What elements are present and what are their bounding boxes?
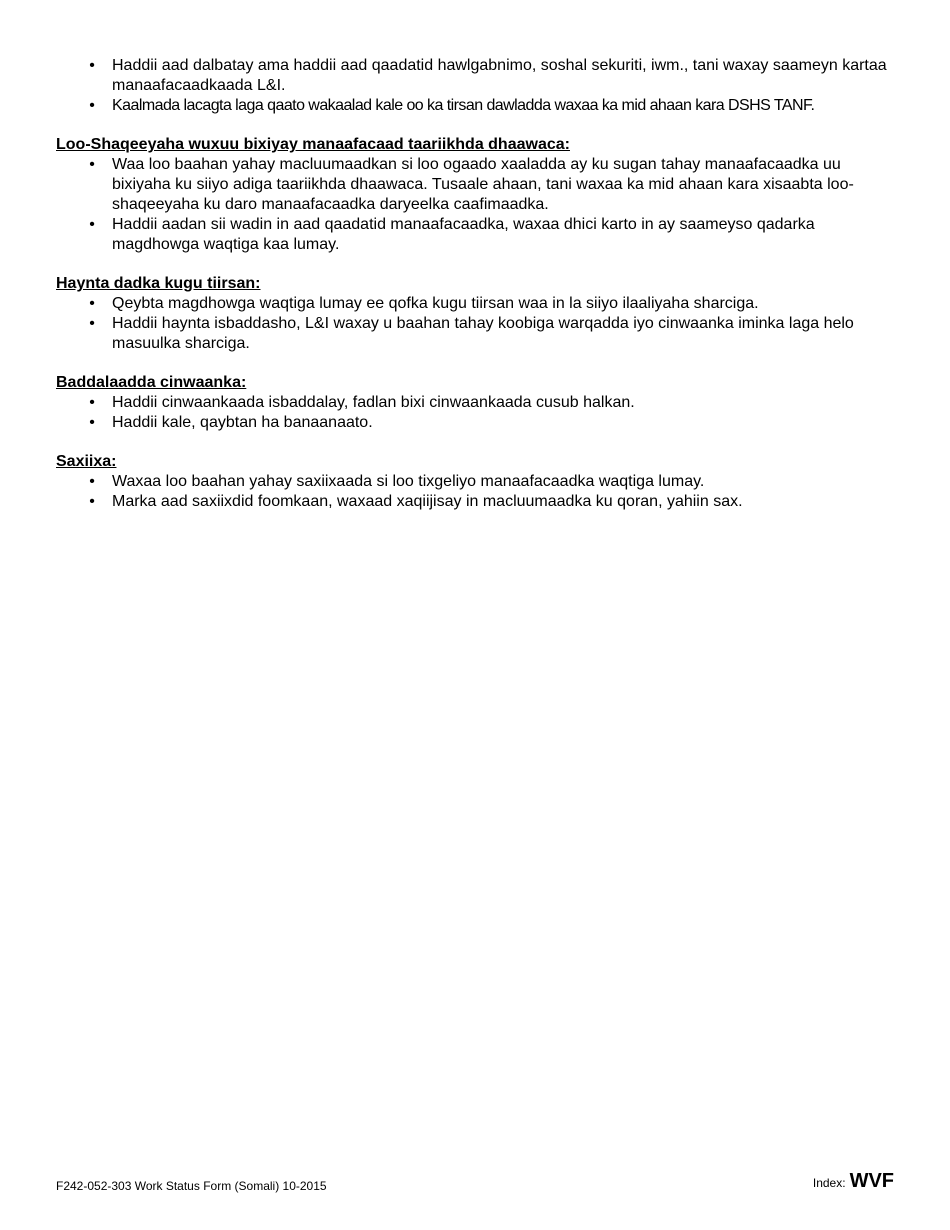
bullet-icon: • [89, 216, 95, 233]
bullet-icon: • [89, 97, 95, 114]
bullet-icon: • [89, 493, 95, 510]
index-code: WVF [849, 1170, 894, 1192]
list-item [56, 413, 898, 433]
list-item-text: Haddii aad dalbatay ama haddii aad qaadatid hawlgabnimo, soshal sekuriti, iwm., tani waxay saameyn kartaa manaafacaadkaada L&I. [112, 57, 887, 94]
list-item [56, 472, 898, 492]
list-item-text: Haddii haynta isbaddasho, L&I waxay u baahan tahay koobiga warqadda iyo cinwaanka iminka laga helo masuulka sharciga. [112, 315, 854, 352]
section-dependents-custody [56, 274, 898, 354]
list-item [56, 294, 898, 314]
section-heading: Haynta dadka kugu tiirsan: [56, 275, 261, 292]
bullet-icon: • [89, 295, 95, 312]
bullet-icon: • [89, 414, 95, 431]
list-item [56, 155, 898, 215]
list-item [56, 314, 898, 354]
section-signature [56, 452, 898, 512]
list-item [56, 492, 898, 512]
index-label: Index: [812, 1176, 846, 1190]
intro-bullet-list [56, 56, 898, 116]
list-item [56, 96, 898, 116]
bullet-icon: • [89, 315, 95, 332]
list-item-text: Waxaa loo baahan yahay saxiixaada si loo tixgeliyo manaafacaadka waqtiga lumay. [112, 473, 705, 490]
section-heading: Loo-Shaqeeyaha wuxuu bixiyay manaafacaad taariikhda dhaawaca: [56, 136, 570, 153]
list-item-text: Waa loo baahan yahay macluumaadkan si loo ogaado xaaladda ay ku sugan tahay manaafacaadka uu bixiyaha ku siiyo adiga taariikhda dhaawaca. Tusaale ahaan, tani waxaa ka mid ahaan kara xisaabta loo-shaqeeyaha ku daro manaafacaadka daryeelka caafimaadka. [112, 156, 854, 213]
bullet-icon: • [89, 57, 95, 74]
list-item [56, 56, 898, 96]
list-item-text: Haddii kale, qaybtan ha banaanaato. [112, 414, 373, 431]
list-item-text: Haddii cinwaankaada isbaddalay, fadlan bixi cinwaankaada cusub halkan. [112, 394, 635, 411]
bullet-icon: • [89, 394, 95, 411]
list-item-text: Kaalmada lacagta laga qaato wakaalad kale oo ka tirsan dawladda waxaa ka mid ahaan kara DSHS TANF. [112, 97, 815, 114]
section-address-change [56, 373, 898, 433]
bullet-list [56, 393, 898, 433]
section-employer-benefits [56, 135, 898, 255]
bullet-list [56, 294, 898, 354]
bullet-list [56, 472, 898, 512]
bullet-icon: • [89, 156, 95, 173]
list-item [56, 215, 898, 255]
section-heading: Saxiixa: [56, 453, 117, 470]
section-heading: Baddalaadda cinwaanka: [56, 374, 247, 391]
bullet-icon: • [89, 473, 95, 490]
document-body [56, 56, 898, 512]
form-id: F242-052-303 Work Status Form (Somali) 10-2015 [56, 1179, 327, 1193]
list-item-text: Marka aad saxiixdid foomkaan, waxaad xaqiijisay in macluumaadka ku qoran, yahiin sax. [112, 493, 743, 510]
list-item-text: Haddii aadan sii wadin in aad qaadatid manaafacaadka, waxaa dhici karto in ay saameyso qadarka magdhowga waqtiga kaa lumay. [112, 216, 815, 253]
form-index [813, 1170, 894, 1193]
bullet-list [56, 155, 898, 255]
list-item-text: Qeybta magdhowga waqtiga lumay ee qofka kugu tiirsan waa in la siiyo ilaaliyaha sharciga. [112, 295, 759, 312]
list-item [56, 393, 898, 413]
